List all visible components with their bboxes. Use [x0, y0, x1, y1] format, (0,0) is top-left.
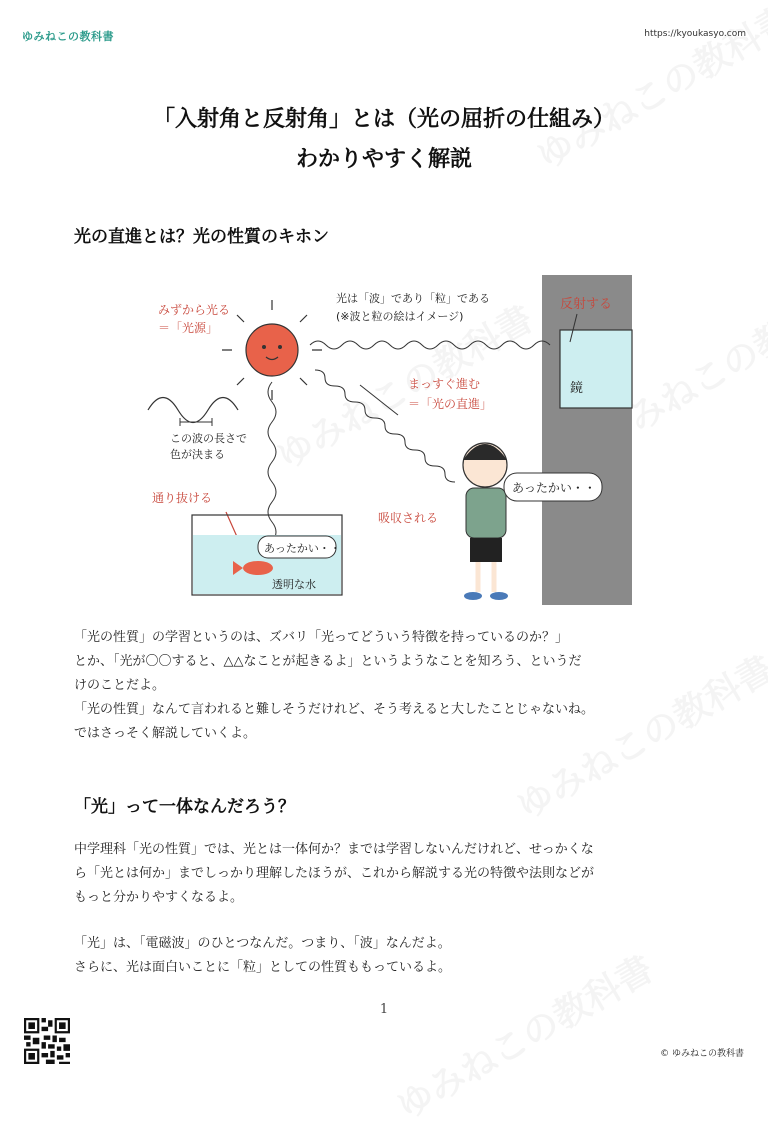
sun-icon: [222, 300, 322, 400]
reflect-label: 反射する: [560, 297, 613, 312]
section2-paragraph-1: 中学理科「光の性質」では、光とは一体何か？までは学習しないんだけれど、せっかくな ら「光とは何か」までしっかり理解したほうが、これから解説する光の特徴や法則などが もっと分かりやすくなるよ。: [74, 842, 595, 905]
section-heading-what-is-light: 「光」って一体なんだろう？: [74, 797, 295, 817]
light-properties-illustration: [140, 270, 640, 610]
page-number: 1: [379, 1002, 389, 1017]
wavelength-label-2: 色が決まる: [170, 448, 225, 461]
copyright-icon: ©: [660, 1049, 670, 1059]
section2-paragraph-2: 「光」は、「電磁波」のひとつなんだ。つまり、「波」なんだよ。 さらに、光は面白いことに「粒」としての性質ももっているよ。: [74, 936, 452, 975]
mirror: [560, 330, 632, 408]
absorb-label: 吸収される: [378, 511, 439, 525]
straight-label-2: ＝「光の直進」: [408, 397, 493, 411]
mirror-label: 鏡: [570, 381, 584, 396]
straight-arrow: [360, 385, 398, 415]
boy-icon: [463, 443, 508, 600]
wavelength-wave: [148, 398, 238, 423]
title-line-1: 「入射角と反射角」とは（光の屈折の仕組み）: [152, 107, 615, 132]
site-url[interactable]: https://kyoukasyo.com: [644, 29, 746, 39]
wavelength-label-1: この波の長さで: [170, 432, 247, 445]
wall: [542, 275, 632, 605]
copyright: [660, 1046, 744, 1059]
sun-label-1: みずから光る: [158, 303, 231, 317]
wave-label-1: 光は「波」であり「粒」である: [336, 292, 490, 305]
qr-code-icon[interactable]: [24, 1018, 70, 1064]
copyright-text: ゆみねこの教科書: [671, 1049, 744, 1059]
straight-label-1: まっすぐ進む: [408, 377, 481, 391]
wave-to-mirror: [310, 341, 550, 349]
water-label: 透明な水: [272, 578, 316, 591]
site-logo[interactable]: ゆみねこの教科書: [22, 30, 114, 43]
fish-speech: あったかい・・: [264, 542, 341, 555]
page-title: [0, 100, 768, 180]
section1-paragraph: 「光の性質」の学習というのは、ズバリ「光ってどういう特徴を持っているのか？」 とか、「光が〇〇すると、△△なことが起きるよ」というようなことを知ろう、というだ けのことだよ。 「光の性質」なんて言われると難しそうだけれど、そう考えると大したことじゃないね。 ではさっそく解説していくよ。: [74, 630, 595, 741]
section-heading-light-straight: 光の直進とは？光の性質のキホン: [74, 227, 329, 247]
pass-through-label: 通り抜ける: [152, 491, 213, 505]
wave-label-2: (※波と粒の絵はイメージ): [336, 310, 464, 323]
sun-label-2: ＝「光源」: [158, 321, 219, 335]
title-line-2: わかりやすく解説: [295, 147, 472, 172]
boy-speech: あったかい・・: [512, 481, 596, 495]
